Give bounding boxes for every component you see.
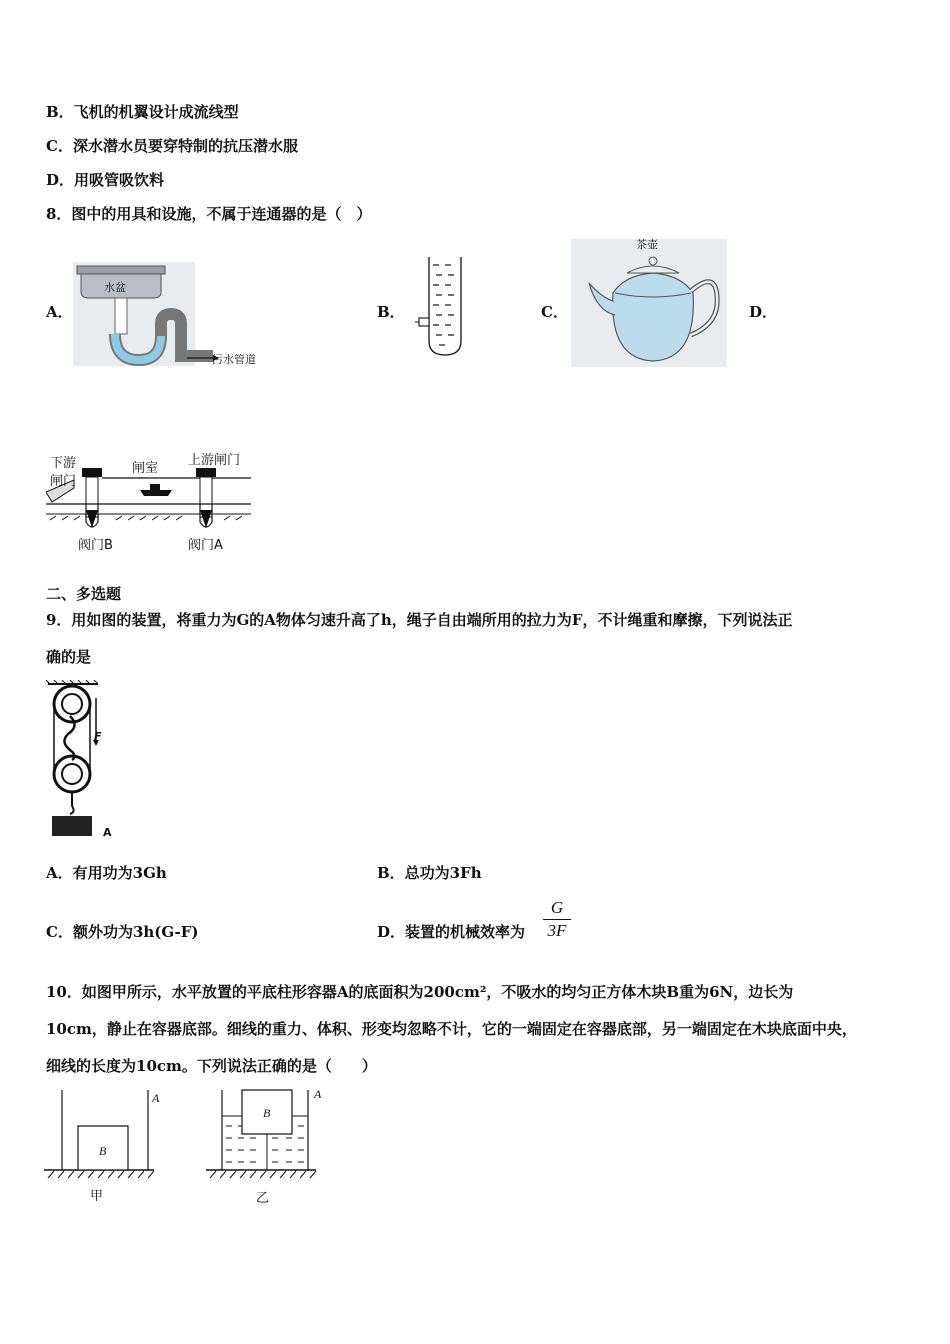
q8-option-d-label: D． — [749, 303, 778, 321]
container-figure-yi — [206, 1088, 318, 1184]
q9-option-d: D．装置的机械效率为 — [377, 923, 526, 941]
efficiency-denominator: 3F — [547, 921, 567, 940]
q10-line1: 10．如图甲所示，水平放置的平底柱形容器A的底面积为200cm²，不吸水的均匀正方体木块B重为6N，边长为 — [46, 983, 794, 1001]
q9-option-c: C．额外功为3h(G-F) — [46, 923, 199, 941]
q9-option-a: A．有用功为3Gh — [46, 864, 167, 882]
q10-line3: 细线的长度为10cm。下列说法正确的是（ ） — [46, 1057, 377, 1075]
fig-yi-label-b: B — [263, 1106, 271, 1120]
q8-stem: 8．图中的用具和设施，不属于连通器的是（ ） — [46, 205, 372, 223]
q8-option-a-label: A． — [46, 303, 73, 321]
fig-yi-caption: 乙 — [256, 1191, 270, 1206]
fig-a-label-basin: 水盆 — [104, 281, 126, 294]
q10-line2: 10cm，静止在容器底部。细线的重力、体积、形变均忽略不计，它的一端固定在容器底部，另一端固定在木块底面中央， — [46, 1020, 857, 1038]
q8-option-c-label: C． — [541, 303, 568, 321]
fig-jia-label-a: A — [152, 1091, 160, 1105]
q7-option-c: C．深水潜水员要穿特制的抗压潜水服 — [46, 137, 298, 155]
fig-a-label-pipe: 污水管道 — [212, 353, 256, 366]
q9-stem-line2: 确的是 — [46, 648, 92, 666]
pulley-figure — [46, 680, 118, 840]
fig-d-label-valve-a: 阀门A — [188, 538, 223, 553]
section-title: 二、多选题 — [46, 585, 122, 603]
q8-option-b-label: B． — [377, 303, 405, 321]
fig-jia-caption: 甲 — [90, 1189, 104, 1204]
container-figure-jia — [44, 1088, 156, 1184]
q7-option-b: B．飞机的机翼设计成流线型 — [46, 103, 239, 121]
cylinder-figure — [409, 255, 471, 359]
teapot-figure — [571, 239, 727, 367]
q9-stem-line1: 9．用如图的装置，将重力为G的A物体匀速升高了h，绳子自由端所用的拉力为F，不计绳重和摩擦，下列说法正 — [46, 611, 793, 629]
efficiency-numerator: G — [550, 898, 564, 917]
fig-d-label-upstream-gate: 上游闸门 — [188, 453, 241, 468]
fig-d-label-valve-b: 阀门B — [78, 538, 113, 553]
fig-jia-label-b: B — [99, 1144, 107, 1158]
fig-d-label-downstream: 下游 — [50, 456, 77, 471]
q9-option-b: B．总功为3Fh — [377, 864, 482, 882]
q7-option-d: D．用吸管吸饮料 — [46, 171, 165, 189]
fig-yi-label-a: A — [314, 1087, 322, 1101]
pulley-force-label: F — [94, 730, 102, 743]
fraction-bar — [543, 919, 571, 920]
fig-d-label-chamber: 闸室 — [132, 461, 159, 476]
fig-c-label: 茶壶 — [636, 238, 658, 251]
fig-d-label-gate: 闸门 — [50, 474, 77, 489]
pulley-object-label: A — [103, 826, 112, 839]
